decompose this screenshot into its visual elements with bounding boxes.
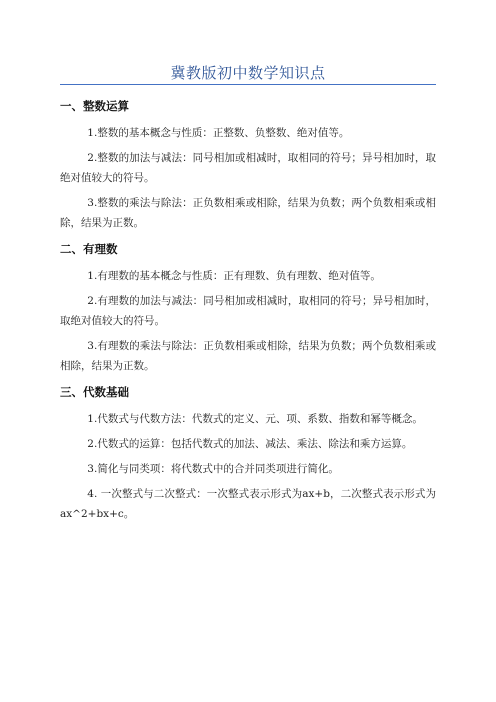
section-heading: 二、有理数 [60, 242, 118, 256]
document-body [60, 92, 436, 529]
section-integer-operations [60, 96, 436, 233]
paragraph: 3.有理数的乘法与除法：正负数相乘或相除，结果为负数；两个负数相乘或相除，结果为正数。 [60, 340, 436, 372]
paragraph: 2.代数式的运算：包括代数式的加法、减法、乘法、除法和乘方运算。 [87, 438, 413, 450]
section-heading: 三、代数基础 [60, 385, 129, 399]
paragraph: 2.整数的加法与减法：同号相加或相减时，取相同的符号；异号相加时，取绝对值较大的符号。 [60, 152, 436, 184]
paragraph: 4. 一次整式与二次整式：一次整式表示形式为ax+b，二次整式表示形式为ax^2+bx+c。 [60, 488, 436, 520]
section-rational-numbers [60, 239, 436, 376]
paragraph: 3.整数的乘法与除法：正负数相乘或相除，结果为负数；两个负数相乘或相除，结果为正数。 [60, 197, 436, 229]
section-algebra-basics [60, 382, 436, 524]
paragraph: 3.简化与同类项：将代数式中的合并同类项进行简化。 [87, 463, 339, 475]
paragraph: 1.代数式与代数方法：代数式的定义、元、项、系数、指数和幂等概念。 [87, 413, 423, 425]
section-heading: 一、整数运算 [60, 99, 129, 113]
page-title: 冀教版初中数学知识点 [170, 64, 326, 82]
paragraph: 1.整数的基本概念与性质：正整数、负整数、绝对值等。 [87, 127, 350, 139]
paragraph: 1.有理数的基本概念与性质：正有理数、负有理数、绝对值等。 [87, 270, 381, 282]
title-divider [60, 84, 436, 85]
paragraph: 2.有理数的加法与减法：同号相加或相减时，取相同的符号；异号相加时，取绝对值较大的符号。 [60, 295, 436, 327]
